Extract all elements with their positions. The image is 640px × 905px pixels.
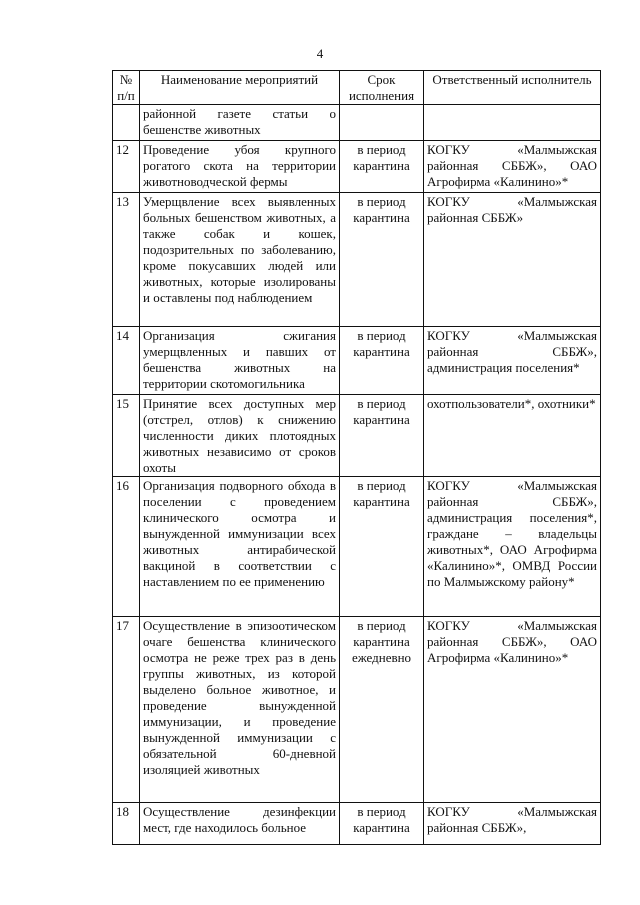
table-row — [113, 327, 601, 395]
cell-name: Организация подворного обхода в поселении с проведением клинического осмотра и вынужденной иммунизации всех животных антирабической вакциной в соответствии с наставлением по ее применению — [140, 477, 340, 617]
cell-term: в период карантина — [340, 327, 424, 395]
table-row-continuation — [113, 105, 601, 141]
header-num: № п/п — [113, 71, 140, 105]
table-row — [113, 141, 601, 193]
cell-responsible: КОГКУ «Малмыжская районная СББЖ», администрация поселения*, граждане – владельцы животных*, ОАО Агрофирма «Калинино»*, ОМВД России по Малмыжскому району* — [424, 477, 601, 617]
table-row — [113, 395, 601, 477]
cell-num: 16 — [113, 477, 140, 617]
table-header-row — [113, 71, 601, 105]
page-number: 4 — [316, 46, 324, 61]
table-row — [113, 477, 601, 617]
cell-name: Организация сжигания умерщвленных и павших от бешенства животных на территории скотомогильника — [140, 327, 340, 395]
cell-term: в период карантина — [340, 803, 424, 845]
table-row — [113, 617, 601, 803]
measures-table — [112, 70, 601, 845]
cell-num: 15 — [113, 395, 140, 477]
cell-responsible: КОГКУ «Малмыжская районная СББЖ», ОАО Агрофирма «Калинино»* — [424, 617, 601, 803]
cell-num — [113, 105, 140, 141]
cell-num: 17 — [113, 617, 140, 803]
cell-term: в период карантина — [340, 395, 424, 477]
cell-name: Умерщвление всех выявленных больных бешенством животных, а также собак и кошек, подозрительных по заболеванию, кроме покусавших людей или животных, которые изолированы и оставлены под наблюдением — [140, 193, 340, 327]
cell-responsible: охотпользователи*, охотники* — [424, 395, 601, 477]
header-name: Наименование мероприятий — [140, 71, 340, 105]
cell-term: в период карантина — [340, 477, 424, 617]
header-term: Срок исполнения — [340, 71, 424, 105]
cell-name: Принятие всех доступных мер (отстрел, отлов) к снижению численности диких плотоядных животных независимо от сроков охоты — [140, 395, 340, 477]
header-responsible: Ответственный исполнитель — [424, 71, 601, 105]
cell-responsible: КОГКУ «Малмыжская районная СББЖ» — [424, 193, 601, 327]
cell-name: Осуществление дезинфекции мест, где находилось больное — [140, 803, 340, 845]
cell-responsible — [424, 105, 601, 141]
cell-num: 13 — [113, 193, 140, 327]
table-row — [113, 193, 601, 327]
cell-term: в период карантина — [340, 141, 424, 193]
cell-term — [340, 105, 424, 141]
table-row — [113, 803, 601, 845]
cell-responsible: КОГКУ «Малмыжская районная СББЖ», ОАО Агрофирма «Калинино»* — [424, 141, 601, 193]
cell-name: Осуществление в эпизоотическом очаге бешенства клинического осмотра не реже трех раз в день группы животных, из которой выделено больное животное, и проведение вынужденной иммунизации, и проведение вынужденной иммунизации с обязательной 60-дневной изоляцией животных — [140, 617, 340, 803]
cell-num: 14 — [113, 327, 140, 395]
cell-name: районной газете статьи о бешенстве животных — [140, 105, 340, 141]
cell-term: в период карантина ежедневно — [340, 617, 424, 803]
cell-term: в период карантина — [340, 193, 424, 327]
cell-name: Проведение убоя крупного рогатого скота на территории животноводческой фермы — [140, 141, 340, 193]
cell-responsible: КОГКУ «Малмыжская районная СББЖ», — [424, 803, 601, 845]
cell-num: 18 — [113, 803, 140, 845]
cell-num: 12 — [113, 141, 140, 193]
cell-responsible: КОГКУ «Малмыжская районная СББЖ», администрация поселения* — [424, 327, 601, 395]
